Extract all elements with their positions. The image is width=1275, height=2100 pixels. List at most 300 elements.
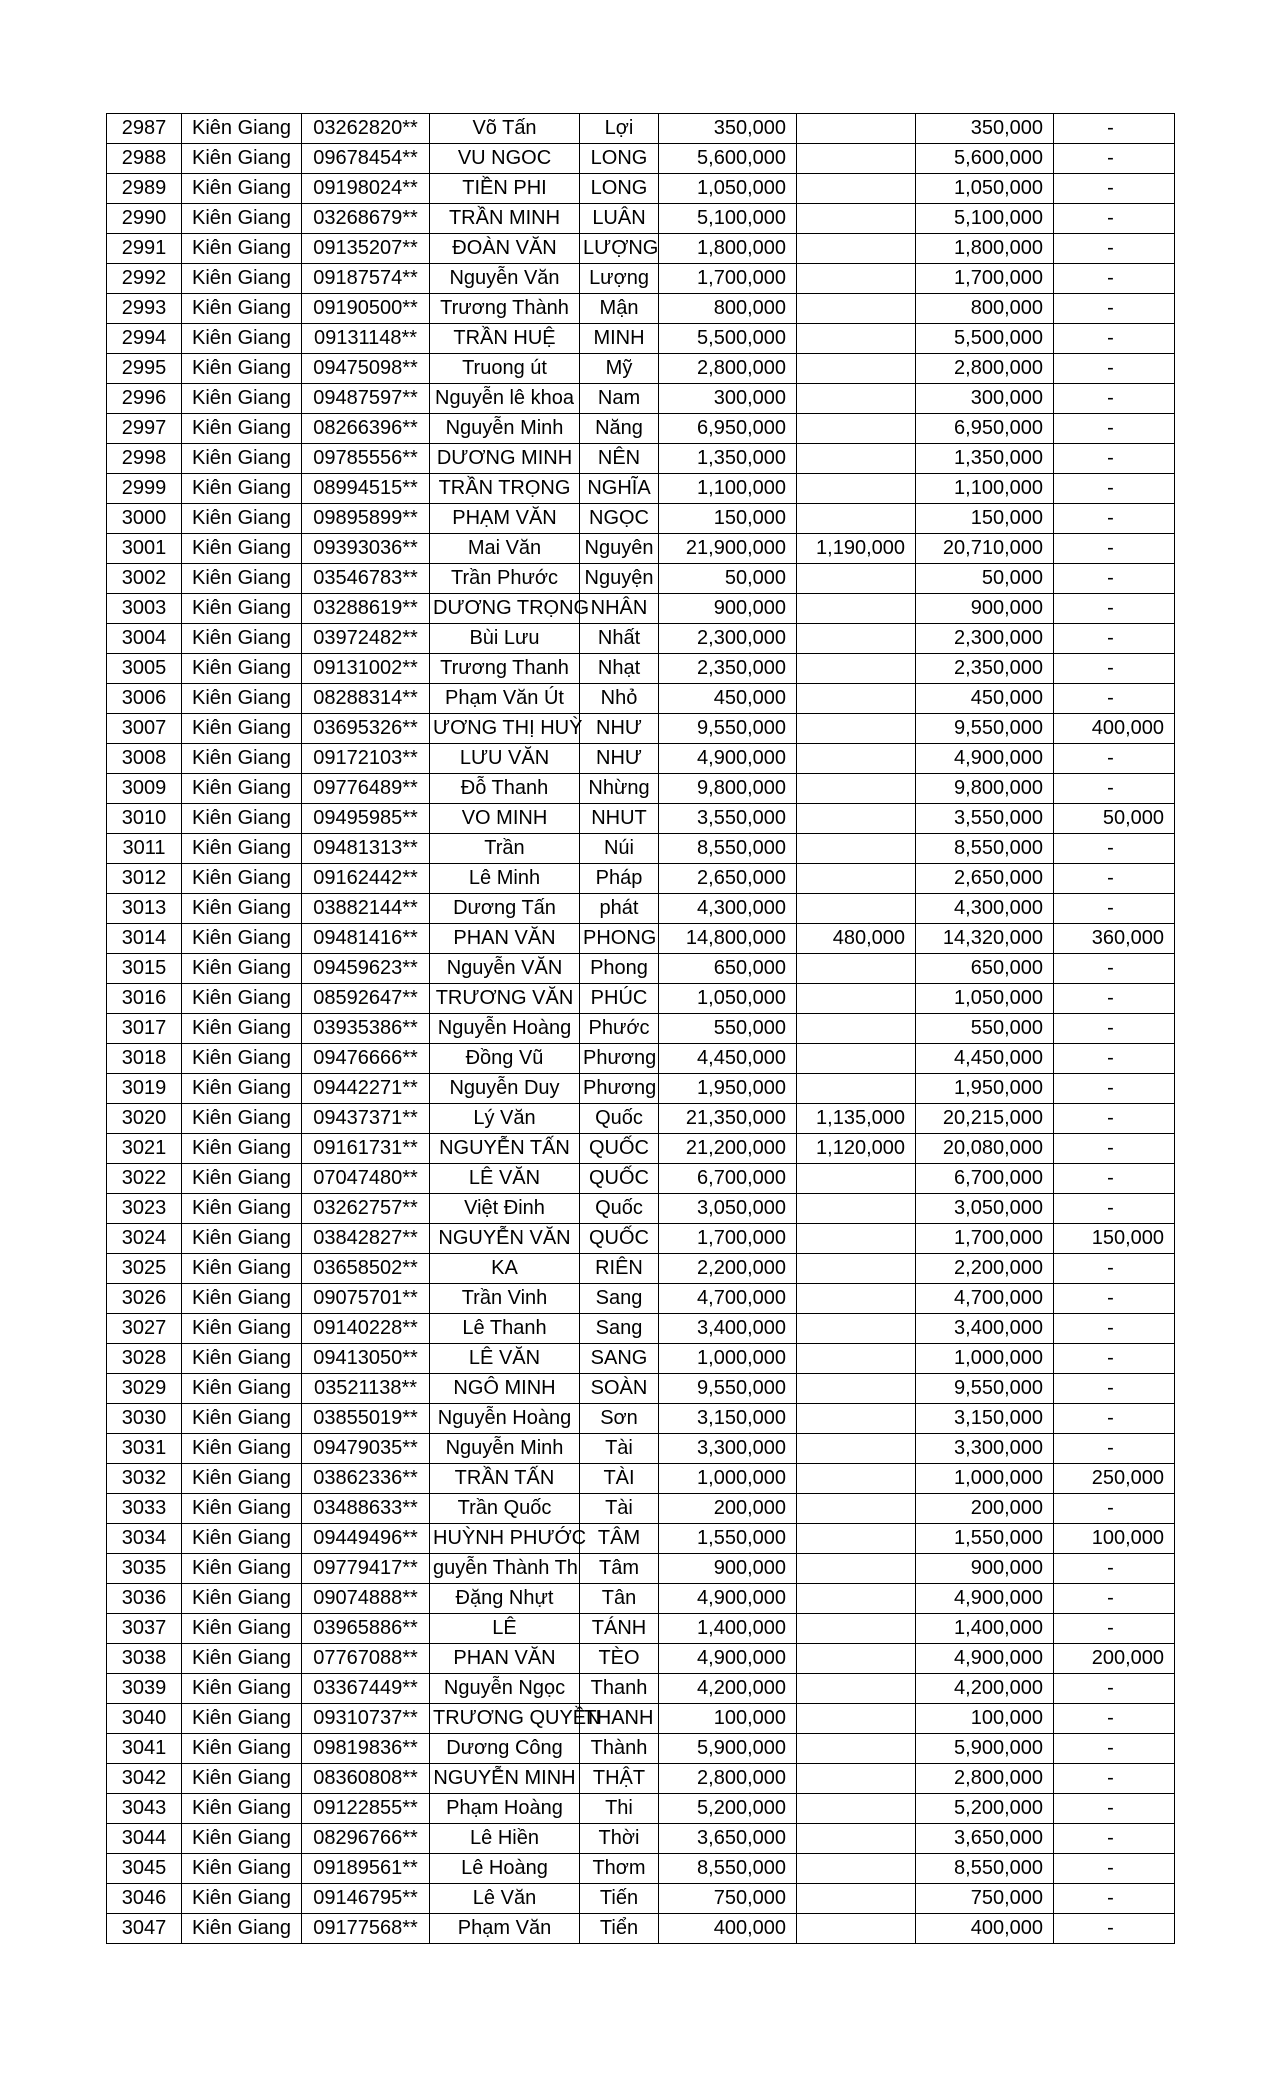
table-body [107, 114, 1175, 1944]
deduction-amount-cell: 1,120,000 [797, 1134, 916, 1164]
last-middle-name-cell: DƯƠNG MINH [430, 444, 580, 474]
extra-amount-cell: - [1054, 1074, 1175, 1104]
table-row [107, 804, 1175, 834]
row-number-cell: 3016 [107, 984, 182, 1014]
last-middle-name-cell: Phạm Văn Út [430, 684, 580, 714]
table-row [107, 1584, 1175, 1614]
province-cell: Kiên Giang [182, 1404, 302, 1434]
net-amount-cell: 8,550,000 [916, 834, 1054, 864]
province-cell: Kiên Giang [182, 534, 302, 564]
row-number-cell: 3031 [107, 1434, 182, 1464]
net-amount-cell: 9,550,000 [916, 714, 1054, 744]
province-cell: Kiên Giang [182, 1854, 302, 1884]
phone-number-cell: 03488633** [302, 1494, 430, 1524]
net-amount-cell: 1,100,000 [916, 474, 1054, 504]
net-amount-cell: 450,000 [916, 684, 1054, 714]
gross-amount-cell: 1,350,000 [659, 444, 797, 474]
table-row [107, 204, 1175, 234]
net-amount-cell: 20,080,000 [916, 1134, 1054, 1164]
last-middle-name-cell: LÊ [430, 1614, 580, 1644]
net-amount-cell: 20,710,000 [916, 534, 1054, 564]
gross-amount-cell: 3,300,000 [659, 1434, 797, 1464]
row-number-cell: 2991 [107, 234, 182, 264]
net-amount-cell: 900,000 [916, 1554, 1054, 1584]
gross-amount-cell: 450,000 [659, 684, 797, 714]
extra-amount-cell: - [1054, 1164, 1175, 1194]
last-middle-name-cell: Nguyễn VĂN [430, 954, 580, 984]
gross-amount-cell: 1,550,000 [659, 1524, 797, 1554]
given-name-cell: Tân [580, 1584, 659, 1614]
province-cell: Kiên Giang [182, 174, 302, 204]
given-name-cell: Năng [580, 414, 659, 444]
province-cell: Kiên Giang [182, 264, 302, 294]
given-name-cell: Pháp [580, 864, 659, 894]
row-number-cell: 3020 [107, 1104, 182, 1134]
last-middle-name-cell: Trần Phước [430, 564, 580, 594]
table-row [107, 924, 1175, 954]
net-amount-cell: 3,650,000 [916, 1824, 1054, 1854]
net-amount-cell: 9,550,000 [916, 1374, 1054, 1404]
gross-amount-cell: 8,550,000 [659, 1854, 797, 1884]
row-number-cell: 3027 [107, 1314, 182, 1344]
given-name-cell: NGỌC [580, 504, 659, 534]
given-name-cell: MINH [580, 324, 659, 354]
extra-amount-cell: - [1054, 1614, 1175, 1644]
province-cell: Kiên Giang [182, 864, 302, 894]
extra-amount-cell: - [1054, 174, 1175, 204]
province-cell: Kiên Giang [182, 804, 302, 834]
row-number-cell: 3004 [107, 624, 182, 654]
last-middle-name-cell: Bùi Lưu [430, 624, 580, 654]
row-number-cell: 2995 [107, 354, 182, 384]
last-middle-name-cell: Võ Tấn [430, 114, 580, 144]
deduction-amount-cell [797, 834, 916, 864]
last-middle-name-cell: NGUYỄN MINH [430, 1764, 580, 1794]
extra-amount-cell: - [1054, 324, 1175, 354]
province-cell: Kiên Giang [182, 354, 302, 384]
gross-amount-cell: 1,000,000 [659, 1464, 797, 1494]
province-cell: Kiên Giang [182, 624, 302, 654]
gross-amount-cell: 21,900,000 [659, 534, 797, 564]
table-row [107, 714, 1175, 744]
province-cell: Kiên Giang [182, 1044, 302, 1074]
table-row [107, 1254, 1175, 1284]
table-row [107, 1734, 1175, 1764]
gross-amount-cell: 5,500,000 [659, 324, 797, 354]
deduction-amount-cell [797, 1884, 916, 1914]
province-cell: Kiên Giang [182, 1794, 302, 1824]
given-name-cell: Mận [580, 294, 659, 324]
last-middle-name-cell: PHẠM VĂN [430, 504, 580, 534]
table-row [107, 1284, 1175, 1314]
row-number-cell: 3023 [107, 1194, 182, 1224]
extra-amount-cell: - [1054, 1104, 1175, 1134]
row-number-cell: 2994 [107, 324, 182, 354]
phone-number-cell: 07767088** [302, 1644, 430, 1674]
gross-amount-cell: 5,900,000 [659, 1734, 797, 1764]
extra-amount-cell: - [1054, 1674, 1175, 1704]
table-row [107, 684, 1175, 714]
deduction-amount-cell [797, 624, 916, 654]
deduction-amount-cell [797, 1314, 916, 1344]
phone-number-cell: 03658502** [302, 1254, 430, 1284]
deduction-amount-cell: 1,135,000 [797, 1104, 916, 1134]
last-middle-name-cell: Phạm Văn [430, 1914, 580, 1944]
row-number-cell: 2993 [107, 294, 182, 324]
given-name-cell: Thanh [580, 1674, 659, 1704]
net-amount-cell: 9,800,000 [916, 774, 1054, 804]
phone-number-cell: 09146795** [302, 1884, 430, 1914]
table-row [107, 1614, 1175, 1644]
gross-amount-cell: 2,800,000 [659, 354, 797, 384]
gross-amount-cell: 2,200,000 [659, 1254, 797, 1284]
table-row [107, 834, 1175, 864]
given-name-cell: Nhạt [580, 654, 659, 684]
phone-number-cell: 09449496** [302, 1524, 430, 1554]
phone-number-cell: 03842827** [302, 1224, 430, 1254]
given-name-cell: Phước [580, 1014, 659, 1044]
net-amount-cell: 4,900,000 [916, 1644, 1054, 1674]
deduction-amount-cell [797, 1044, 916, 1074]
gross-amount-cell: 400,000 [659, 1914, 797, 1944]
gross-amount-cell: 2,800,000 [659, 1764, 797, 1794]
gross-amount-cell: 1,700,000 [659, 264, 797, 294]
table-row [107, 294, 1175, 324]
gross-amount-cell: 200,000 [659, 1494, 797, 1524]
table-row [107, 1854, 1175, 1884]
province-cell: Kiên Giang [182, 294, 302, 324]
row-number-cell: 3034 [107, 1524, 182, 1554]
net-amount-cell: 200,000 [916, 1494, 1054, 1524]
deduction-amount-cell [797, 1524, 916, 1554]
table-row [107, 894, 1175, 924]
phone-number-cell: 09481313** [302, 834, 430, 864]
row-number-cell: 3044 [107, 1824, 182, 1854]
province-cell: Kiên Giang [182, 924, 302, 954]
phone-number-cell: 03935386** [302, 1014, 430, 1044]
given-name-cell: NHƯ [580, 714, 659, 744]
row-number-cell: 3033 [107, 1494, 182, 1524]
deduction-amount-cell [797, 234, 916, 264]
row-number-cell: 3041 [107, 1734, 182, 1764]
row-number-cell: 3013 [107, 894, 182, 924]
phone-number-cell: 09678454** [302, 144, 430, 174]
province-cell: Kiên Giang [182, 1644, 302, 1674]
last-middle-name-cell: guyễn Thành Th [430, 1554, 580, 1584]
gross-amount-cell: 6,950,000 [659, 414, 797, 444]
given-name-cell: Nhất [580, 624, 659, 654]
table-row [107, 1104, 1175, 1134]
given-name-cell: Nguyên [580, 534, 659, 564]
last-middle-name-cell: TRẦN TRỌNG [430, 474, 580, 504]
deduction-amount-cell [797, 324, 916, 354]
row-number-cell: 3012 [107, 864, 182, 894]
phone-number-cell: 09459623** [302, 954, 430, 984]
last-middle-name-cell: VU NGOC [430, 144, 580, 174]
row-number-cell: 2992 [107, 264, 182, 294]
deduction-amount-cell [797, 294, 916, 324]
deduction-amount-cell: 1,190,000 [797, 534, 916, 564]
row-number-cell: 3046 [107, 1884, 182, 1914]
phone-number-cell: 09131148** [302, 324, 430, 354]
deduction-amount-cell [797, 1194, 916, 1224]
given-name-cell: Tâm [580, 1554, 659, 1584]
given-name-cell: Sang [580, 1284, 659, 1314]
province-cell: Kiên Giang [182, 684, 302, 714]
extra-amount-cell: - [1054, 474, 1175, 504]
deduction-amount-cell [797, 1734, 916, 1764]
phone-number-cell: 09413050** [302, 1344, 430, 1374]
net-amount-cell: 3,300,000 [916, 1434, 1054, 1464]
row-number-cell: 3022 [107, 1164, 182, 1194]
deduction-amount-cell [797, 1404, 916, 1434]
net-amount-cell: 1,000,000 [916, 1344, 1054, 1374]
province-cell: Kiên Giang [182, 414, 302, 444]
extra-amount-cell: - [1054, 1404, 1175, 1434]
phone-number-cell: 03288619** [302, 594, 430, 624]
row-number-cell: 2989 [107, 174, 182, 204]
extra-amount-cell: - [1054, 1434, 1175, 1464]
extra-amount-cell: - [1054, 1854, 1175, 1884]
phone-number-cell: 03965886** [302, 1614, 430, 1644]
extra-amount-cell: - [1054, 234, 1175, 264]
extra-amount-cell: 250,000 [1054, 1464, 1175, 1494]
given-name-cell: NHÂN [580, 594, 659, 624]
extra-amount-cell: - [1054, 1584, 1175, 1614]
table-row [107, 534, 1175, 564]
last-middle-name-cell: Lê Minh [430, 864, 580, 894]
extra-amount-cell: - [1054, 654, 1175, 684]
extra-amount-cell: - [1054, 1254, 1175, 1284]
last-middle-name-cell: Nguyễn Hoàng [430, 1404, 580, 1434]
gross-amount-cell: 1,950,000 [659, 1074, 797, 1104]
table-row [107, 354, 1175, 384]
row-number-cell: 2990 [107, 204, 182, 234]
phone-number-cell: 09075701** [302, 1284, 430, 1314]
net-amount-cell: 550,000 [916, 1014, 1054, 1044]
table-row [107, 654, 1175, 684]
deduction-amount-cell [797, 1704, 916, 1734]
extra-amount-cell: - [1054, 1044, 1175, 1074]
phone-number-cell: 09187574** [302, 264, 430, 294]
net-amount-cell: 4,200,000 [916, 1674, 1054, 1704]
given-name-cell: LONG [580, 174, 659, 204]
province-cell: Kiên Giang [182, 1194, 302, 1224]
table-row [107, 174, 1175, 204]
province-cell: Kiên Giang [182, 234, 302, 264]
province-cell: Kiên Giang [182, 504, 302, 534]
deduction-amount-cell [797, 204, 916, 234]
extra-amount-cell: - [1054, 1014, 1175, 1044]
province-cell: Kiên Giang [182, 1614, 302, 1644]
gross-amount-cell: 21,350,000 [659, 1104, 797, 1134]
last-middle-name-cell: TRẦN TẤN [430, 1464, 580, 1494]
province-cell: Kiên Giang [182, 1314, 302, 1344]
phone-number-cell: 09437371** [302, 1104, 430, 1134]
last-middle-name-cell: Dương Tấn [430, 894, 580, 924]
last-middle-name-cell: TRƯƠNG VĂN [430, 984, 580, 1014]
net-amount-cell: 1,800,000 [916, 234, 1054, 264]
row-number-cell: 3030 [107, 1404, 182, 1434]
extra-amount-cell: - [1054, 1494, 1175, 1524]
province-cell: Kiên Giang [182, 1704, 302, 1734]
row-number-cell: 2999 [107, 474, 182, 504]
deduction-amount-cell [797, 414, 916, 444]
given-name-cell: Tài [580, 1434, 659, 1464]
province-cell: Kiên Giang [182, 1164, 302, 1194]
last-middle-name-cell: DƯƠNG TRỌNG [430, 594, 580, 624]
net-amount-cell: 4,450,000 [916, 1044, 1054, 1074]
last-middle-name-cell: Truong út [430, 354, 580, 384]
deduction-amount-cell [797, 1614, 916, 1644]
net-amount-cell: 20,215,000 [916, 1104, 1054, 1134]
deduction-amount-cell [797, 1644, 916, 1674]
given-name-cell: PHÚC [580, 984, 659, 1014]
table-row [107, 1704, 1175, 1734]
given-name-cell: NHƯ [580, 744, 659, 774]
gross-amount-cell: 6,700,000 [659, 1164, 797, 1194]
table-row [107, 1044, 1175, 1074]
extra-amount-cell: 200,000 [1054, 1644, 1175, 1674]
row-number-cell: 2997 [107, 414, 182, 444]
gross-amount-cell: 550,000 [659, 1014, 797, 1044]
given-name-cell: Phương [580, 1044, 659, 1074]
province-cell: Kiên Giang [182, 1074, 302, 1104]
phone-number-cell: 09779417** [302, 1554, 430, 1584]
last-middle-name-cell: ĐOÀN VĂN [430, 234, 580, 264]
phone-number-cell: 09895899** [302, 504, 430, 534]
net-amount-cell: 1,950,000 [916, 1074, 1054, 1104]
extra-amount-cell: - [1054, 1314, 1175, 1344]
gross-amount-cell: 5,100,000 [659, 204, 797, 234]
province-cell: Kiên Giang [182, 834, 302, 864]
last-middle-name-cell: LƯU VĂN [430, 744, 580, 774]
gross-amount-cell: 4,900,000 [659, 1584, 797, 1614]
given-name-cell: LONG [580, 144, 659, 174]
extra-amount-cell: - [1054, 1704, 1175, 1734]
phone-number-cell: 09475098** [302, 354, 430, 384]
given-name-cell: Tiển [580, 1914, 659, 1944]
deduction-amount-cell [797, 1854, 916, 1884]
province-cell: Kiên Giang [182, 1134, 302, 1164]
extra-amount-cell: - [1054, 864, 1175, 894]
table-row [107, 1884, 1175, 1914]
table-row [107, 1524, 1175, 1554]
gross-amount-cell: 9,800,000 [659, 774, 797, 804]
row-number-cell: 3018 [107, 1044, 182, 1074]
row-number-cell: 3015 [107, 954, 182, 984]
deduction-amount-cell [797, 714, 916, 744]
deduction-amount-cell [797, 744, 916, 774]
extra-amount-cell: - [1054, 1734, 1175, 1764]
extra-amount-cell: 150,000 [1054, 1224, 1175, 1254]
net-amount-cell: 4,300,000 [916, 894, 1054, 924]
phone-number-cell: 09177568** [302, 1914, 430, 1944]
deduction-amount-cell [797, 954, 916, 984]
gross-amount-cell: 100,000 [659, 1704, 797, 1734]
deduction-amount-cell [797, 504, 916, 534]
province-cell: Kiên Giang [182, 144, 302, 174]
table-row [107, 324, 1175, 354]
last-middle-name-cell: Việt Đinh [430, 1194, 580, 1224]
net-amount-cell: 1,000,000 [916, 1464, 1054, 1494]
phone-number-cell: 09442271** [302, 1074, 430, 1104]
table-row [107, 1014, 1175, 1044]
gross-amount-cell: 150,000 [659, 504, 797, 534]
last-middle-name-cell: Trần [430, 834, 580, 864]
table-row [107, 624, 1175, 654]
row-number-cell: 3003 [107, 594, 182, 624]
deduction-amount-cell [797, 684, 916, 714]
deduction-amount-cell [797, 1674, 916, 1704]
given-name-cell: Phong [580, 954, 659, 984]
gross-amount-cell: 5,600,000 [659, 144, 797, 174]
last-middle-name-cell: PHAN VĂN [430, 1644, 580, 1674]
gross-amount-cell: 900,000 [659, 594, 797, 624]
net-amount-cell: 150,000 [916, 504, 1054, 534]
deduction-amount-cell [797, 1374, 916, 1404]
last-middle-name-cell: Nguyễn Hoàng [430, 1014, 580, 1044]
phone-number-cell: 09310737** [302, 1704, 430, 1734]
province-cell: Kiên Giang [182, 1254, 302, 1284]
net-amount-cell: 2,800,000 [916, 354, 1054, 384]
last-middle-name-cell: ƯƠNG THỊ HUỲ [430, 714, 580, 744]
table-row [107, 1554, 1175, 1584]
table-row [107, 564, 1175, 594]
phone-number-cell: 03262757** [302, 1194, 430, 1224]
table-row [107, 264, 1175, 294]
phone-number-cell: 03695326** [302, 714, 430, 744]
row-number-cell: 3021 [107, 1134, 182, 1164]
given-name-cell: Quốc [580, 1194, 659, 1224]
phone-number-cell: 09161731** [302, 1134, 430, 1164]
table-row [107, 774, 1175, 804]
extra-amount-cell: - [1054, 684, 1175, 714]
table-row [107, 1314, 1175, 1344]
phone-number-cell: 08360808** [302, 1764, 430, 1794]
phone-number-cell: 03268679** [302, 204, 430, 234]
province-cell: Kiên Giang [182, 654, 302, 684]
phone-number-cell: 09198024** [302, 174, 430, 204]
last-middle-name-cell: NGÔ MINH [430, 1374, 580, 1404]
deduction-amount-cell [797, 174, 916, 204]
given-name-cell: RIÊN [580, 1254, 659, 1284]
net-amount-cell: 1,700,000 [916, 264, 1054, 294]
last-middle-name-cell: Nguyễn Văn [430, 264, 580, 294]
phone-number-cell: 08296766** [302, 1824, 430, 1854]
last-middle-name-cell: Đỗ Thanh [430, 774, 580, 804]
table-row [107, 1674, 1175, 1704]
given-name-cell: QUỐC [580, 1164, 659, 1194]
province-cell: Kiên Giang [182, 444, 302, 474]
table-row [107, 594, 1175, 624]
given-name-cell: THẬT [580, 1764, 659, 1794]
given-name-cell: Sang [580, 1314, 659, 1344]
last-middle-name-cell: TRƯƠNG QUYỀN [430, 1704, 580, 1734]
table-row [107, 1344, 1175, 1374]
phone-number-cell: 09481416** [302, 924, 430, 954]
extra-amount-cell: - [1054, 204, 1175, 234]
gross-amount-cell: 4,200,000 [659, 1674, 797, 1704]
province-cell: Kiên Giang [182, 324, 302, 354]
last-middle-name-cell: Lê Hiền [430, 1824, 580, 1854]
gross-amount-cell: 300,000 [659, 384, 797, 414]
extra-amount-cell: 50,000 [1054, 804, 1175, 834]
extra-amount-cell: - [1054, 744, 1175, 774]
row-number-cell: 3035 [107, 1554, 182, 1584]
net-amount-cell: 400,000 [916, 1914, 1054, 1944]
deduction-amount-cell [797, 1494, 916, 1524]
